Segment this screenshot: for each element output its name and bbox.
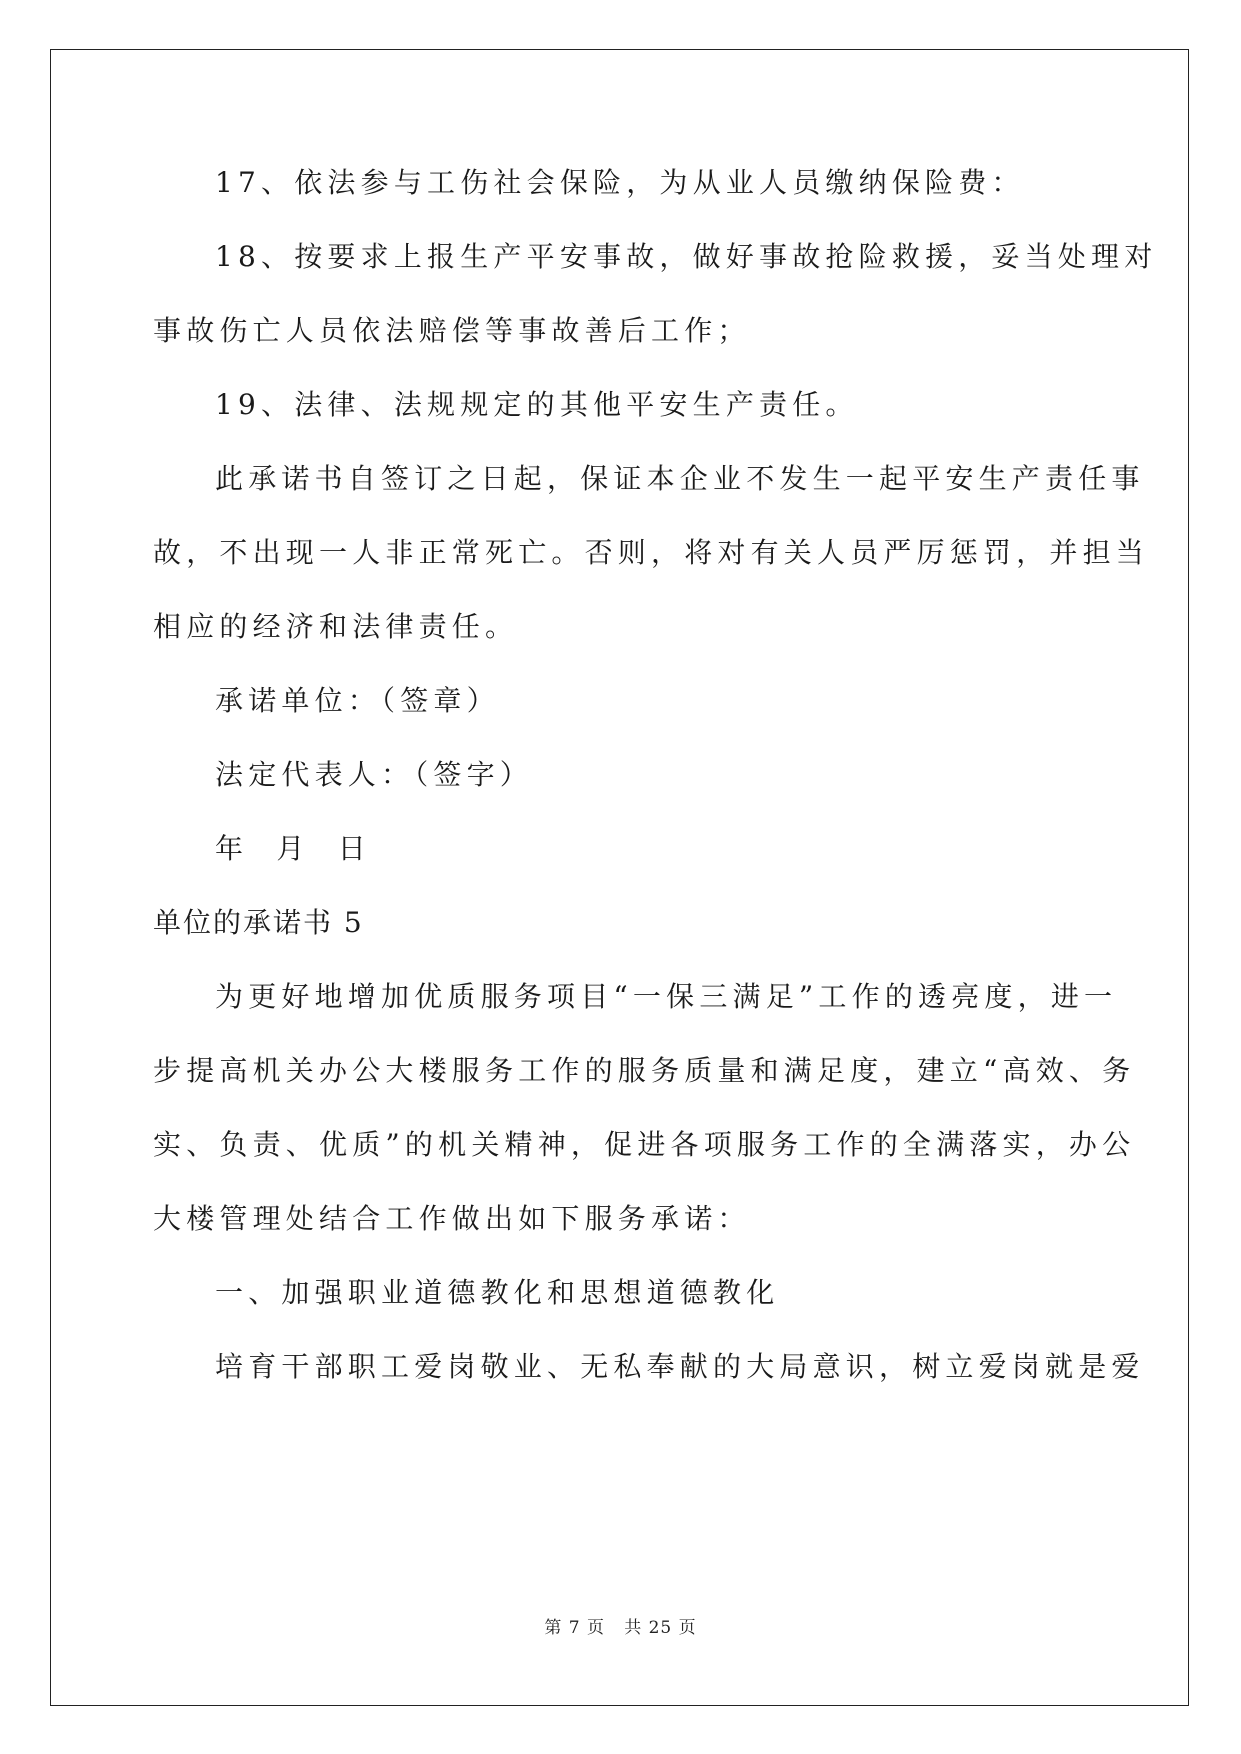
signatory-unit: 承诺单位：（签章） <box>215 684 500 717</box>
section-heading: 单位的承诺书 5 <box>153 906 364 939</box>
legal-representative: 法定代表人：（签字） <box>215 758 534 791</box>
paragraph-item-18-line-1: 18、按要求上报生产平安事故，做好事故抢险救援，妥当处理对 <box>215 240 1158 273</box>
date-line: 年 月 日 <box>215 832 372 865</box>
commitment-paragraph-line-1: 此承诺书自签订之日起，保证本企业不发生一起平安生产责任事 <box>215 462 1145 495</box>
intro-paragraph-line-3: 实、负责、优质”的机关精神，促进各项服务工作的全满落实，办公 <box>153 1128 1136 1161</box>
commitment-paragraph-line-2: 故，不出现一人非正常死亡。否则，将对有关人员严厉惩罚，并担当 <box>153 536 1150 569</box>
intro-paragraph-line-4: 大楼管理处结合工作做出如下服务承诺： <box>153 1202 751 1235</box>
subheading-one: 一、加强职业道德教化和思想道德教化 <box>215 1276 780 1309</box>
page-border <box>50 49 1189 1706</box>
paragraph-cultivate: 培育干部职工爱岗敬业、无私奉献的大局意识，树立爱岗就是爱 <box>215 1350 1145 1383</box>
commitment-paragraph-line-3: 相应的经济和法律责任。 <box>153 610 519 643</box>
intro-paragraph-line-1: 为更好地增加优质服务项目“一保三满足”工作的透亮度，进一 <box>215 980 1118 1013</box>
paragraph-item-17: 17、依法参与工伤社会保险，为从业人员缴纳保险费： <box>215 166 1025 199</box>
paragraph-item-18-line-2: 事故伤亡人员依法赔偿等事故善后工作； <box>153 314 751 347</box>
paragraph-item-19: 19、法律、法规规定的其他平安生产责任。 <box>215 388 859 421</box>
page-number-footer: 第 7 页 共 25 页 <box>544 1618 697 1638</box>
intro-paragraph-line-2: 步提高机关办公大楼服务工作的服务质量和满足度，建立“高效、务 <box>153 1054 1136 1087</box>
